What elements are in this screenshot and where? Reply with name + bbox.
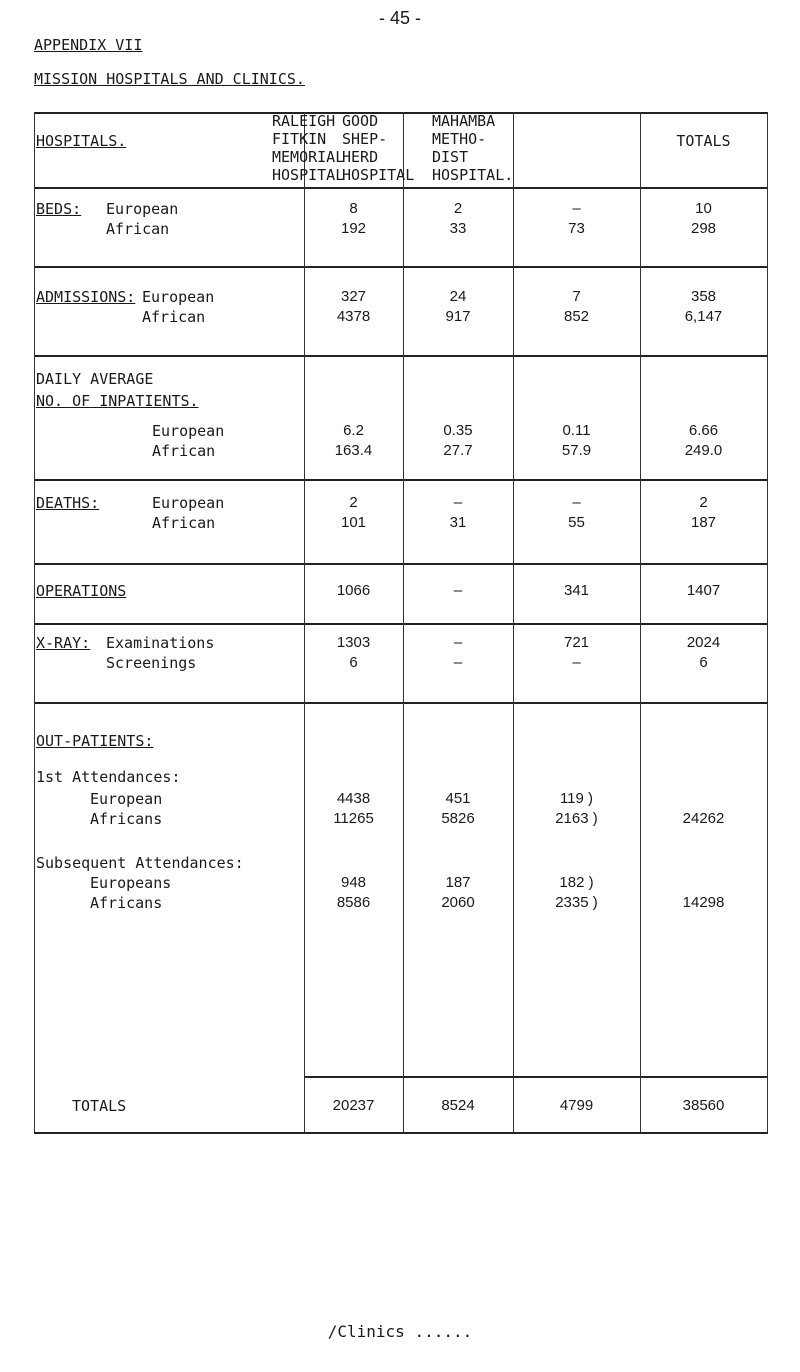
value-cell: 14298 xyxy=(682,894,725,911)
value-cell: 187 xyxy=(445,874,471,891)
value-cell: 7 xyxy=(572,288,581,305)
row-label: Screenings xyxy=(106,654,197,672)
value-cell: 1066 xyxy=(336,582,371,599)
value-cell: 55 xyxy=(568,514,585,531)
value-cell: 948 xyxy=(340,874,367,891)
row-label: European xyxy=(152,422,225,440)
value-cell: 341 xyxy=(563,582,590,599)
row-label: Examinations xyxy=(106,634,215,652)
value-cell: 119 ) xyxy=(559,790,594,807)
value-cell: 1303 xyxy=(336,634,371,651)
value-cell: 6.2 xyxy=(343,422,364,439)
header-totals: TOTALS xyxy=(676,132,731,150)
value-cell: 2 xyxy=(453,200,463,217)
value-cell: 298 xyxy=(690,220,717,237)
value-cell: 358 xyxy=(690,288,717,305)
value-cell: 101 xyxy=(340,514,367,531)
value-cell: – xyxy=(572,654,581,671)
operations-label: OPERATIONS xyxy=(36,582,127,600)
value-cell: – xyxy=(453,654,463,671)
hospital-statistics-table xyxy=(34,112,768,1197)
continuation-note: /Clinics ...... xyxy=(327,1322,473,1341)
row-label: Europeans xyxy=(90,874,172,892)
value-cell: 4378 xyxy=(336,308,371,325)
value-cell: 11265 xyxy=(333,810,374,827)
daily-average-label-2: NO. OF INPATIENTS. xyxy=(36,392,199,410)
beds-label: BEDS: xyxy=(36,200,82,218)
value-cell: – xyxy=(453,494,463,511)
value-cell: 0.11 xyxy=(562,422,591,439)
row-label: African xyxy=(152,514,216,532)
row-label: African xyxy=(152,442,216,460)
value-cell: 38560 xyxy=(682,1097,725,1114)
value-cell: – xyxy=(572,494,581,511)
value-cell: 31 xyxy=(449,514,467,531)
admissions-label: ADMISSIONS: xyxy=(36,288,136,306)
value-cell: 852 xyxy=(563,308,590,325)
row-label: Africans xyxy=(90,810,163,828)
header-good-shepherd: GOOD SHEP- HERD HOSPITAL xyxy=(342,112,415,184)
value-cell: 8 xyxy=(349,200,358,217)
value-cell: 721 xyxy=(563,634,590,651)
outpatients-label: OUT-PATIENTS: xyxy=(36,732,154,750)
row-label: African xyxy=(106,220,170,238)
document-title: MISSION HOSPITALS AND CLINICS. xyxy=(34,70,305,88)
value-cell: 249.0 xyxy=(684,442,723,459)
value-cell: 57.9 xyxy=(561,442,592,459)
row-label: European xyxy=(90,790,163,808)
header-hospitals: HOSPITALS. xyxy=(36,132,127,150)
value-cell: 2 xyxy=(349,494,358,511)
value-cell: 6 xyxy=(349,654,358,671)
header-mahamba: MAHAMBA METHO- DIST HOSPITAL. xyxy=(432,112,514,184)
value-cell: 2 xyxy=(699,494,708,511)
value-cell: 327 xyxy=(340,288,367,305)
xray-label: X-RAY: xyxy=(36,634,91,652)
value-cell: 6,147 xyxy=(684,308,723,325)
value-cell: 2024 xyxy=(686,634,721,651)
value-cell: 2060 xyxy=(441,894,475,911)
subsequent-attendances-label: Subsequent Attendances: xyxy=(36,854,244,872)
header-raleigh-fitkin: RALEIGH FITKIN MEMORIAL HOSPITAL xyxy=(272,112,345,184)
value-cell: 163.4 xyxy=(334,442,373,459)
appendix-heading: APPENDIX VII xyxy=(34,36,143,54)
value-cell: 33 xyxy=(449,220,467,237)
value-cell: 8586 xyxy=(336,894,371,911)
value-cell: 182 ) xyxy=(559,874,594,891)
row-label: African xyxy=(142,308,206,326)
value-cell: 10 xyxy=(695,200,712,217)
first-attendances-label: 1st Attendances: xyxy=(36,768,181,786)
value-cell: 2335 ) xyxy=(555,894,598,911)
value-cell: 2163 ) xyxy=(555,810,598,827)
value-cell: 73 xyxy=(568,220,585,237)
row-label: European xyxy=(106,200,179,218)
value-cell: – xyxy=(453,582,463,599)
row-label: European xyxy=(152,494,225,512)
value-cell: 451 xyxy=(445,790,471,807)
value-cell: 917 xyxy=(445,308,471,325)
value-cell: 24262 xyxy=(682,810,725,827)
value-cell: 20237 xyxy=(332,1097,375,1114)
deaths-label: DEATHS: xyxy=(36,494,100,512)
daily-average-label: DAILY AVERAGE xyxy=(36,370,154,388)
value-cell: 5826 xyxy=(441,810,475,827)
value-cell: 6.66 xyxy=(688,422,719,439)
value-cell: 8524 xyxy=(441,1097,475,1114)
value-cell: 6 xyxy=(699,654,708,671)
value-cell: 24 xyxy=(449,288,467,305)
value-cell: 192 xyxy=(340,220,367,237)
value-cell: – xyxy=(453,634,463,651)
page-number: - 45 - xyxy=(378,8,421,28)
row-label: European xyxy=(142,288,215,306)
value-cell: – xyxy=(572,200,581,217)
value-cell: 27.7 xyxy=(443,442,473,459)
value-cell: 1407 xyxy=(686,582,721,599)
value-cell: 4799 xyxy=(559,1097,594,1114)
row-label: Africans xyxy=(90,894,163,912)
value-cell: 187 xyxy=(690,514,717,531)
totals-label: TOTALS xyxy=(72,1097,127,1115)
value-cell: 4438 xyxy=(336,790,371,807)
value-cell: 0.35 xyxy=(443,422,473,439)
